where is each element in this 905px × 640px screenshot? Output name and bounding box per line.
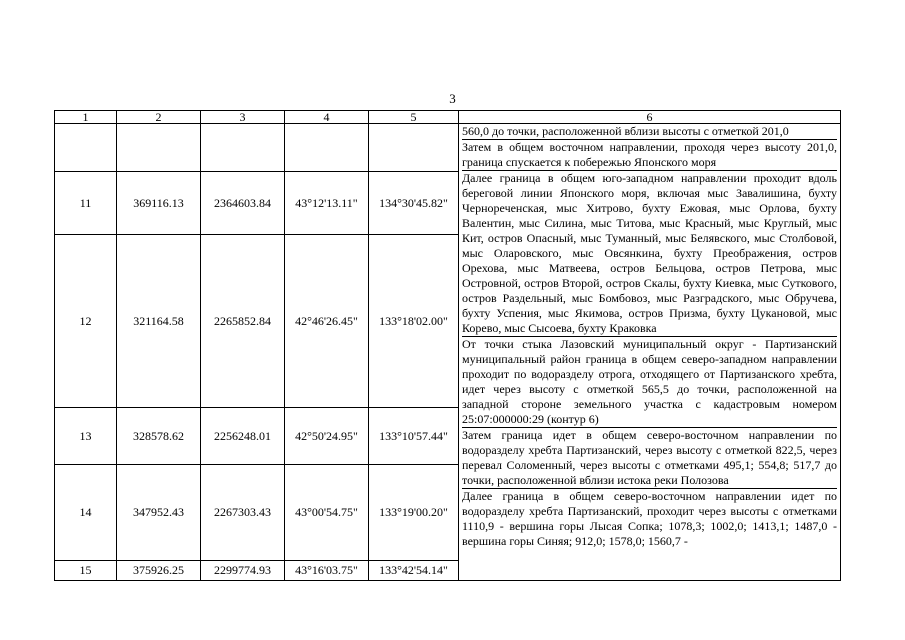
cell-x: 347952.43 (117, 465, 201, 561)
cell-latitude: 43°00'54.75" (285, 465, 369, 561)
cell-y: 2267303.43 (201, 465, 285, 561)
cell-longitude: 133°10'57.44" (369, 408, 459, 465)
cell-y: 2299774.93 (201, 561, 285, 581)
cell-longitude (369, 124, 459, 172)
cell-point-number: 14 (55, 465, 117, 561)
cell-point-number: 12 (55, 235, 117, 408)
boundary-table-wrapper (54, 110, 841, 581)
col-header-4: 4 (285, 111, 369, 124)
cell-y: 2256248.01 (201, 408, 285, 465)
page-number: 3 (449, 91, 456, 106)
col-header-2: 2 (117, 111, 201, 124)
cell-longitude: 133°19'00.20" (369, 465, 459, 561)
boundary-coordinates-table (54, 110, 841, 581)
description-paragraph: Далее граница в общем северо-восточном направлении идет по водоразделу хребта Партизанский, проходит через высоты с отметками 1110,9 - вершина горы Лысая Сопка; 1078,3; 1002,0; 1413,1; 1487,0 - вершина горы Синяя; 912,0; 1578,0; 1560,7 - (462, 489, 837, 548)
cell-x: 375926.25 (117, 561, 201, 581)
cell-latitude: 42°50'24.95" (285, 408, 369, 465)
cell-longitude: 133°18'02.00" (369, 235, 459, 408)
cell-y: 2265852.84 (201, 235, 285, 408)
cell-point-number (55, 124, 117, 172)
cell-point-number: 11 (55, 172, 117, 235)
cell-x: 321164.58 (117, 235, 201, 408)
cell-x (117, 124, 201, 172)
header-row (55, 111, 841, 124)
cell-latitude: 43°12'13.11" (285, 172, 369, 235)
cell-point-number: 15 (55, 561, 117, 581)
cell-x: 328578.62 (117, 408, 201, 465)
col-header-6: 6 (459, 111, 841, 124)
cell-longitude: 134°30'45.82" (369, 172, 459, 235)
cell-x: 369116.13 (117, 172, 201, 235)
description-paragraph: 560,0 до точки, расположенной вблизи высоты с отметкой 201,0 (462, 124, 789, 138)
description-paragraph: От точки стыка Лазовский муниципальный округ - Партизанский муниципальный район граница в общем северо-западном направлении проходит по водоразделу отрога, отходящего от Партизанского хребта, идет через высоту с отметкой 565,5 до точки, расположенной на западной стороне земельного участка с кадастровым номером 25:07:000000:29 (контур 6) (462, 337, 837, 426)
cell-y (201, 124, 285, 172)
description-paragraph: Далее граница в общем юго-западном направлении проходит вдоль береговой линии Японского моря, включая мыс Завалишина, бухту Чернореченская, мыс Хитрово, бухту Ежовая, мыс Орлова, бухту Валентин, мыс Силина, мыс Титова, мыс Красный, мыс Круглый, мыс Кит, остров Опасный, мыс Туманный, мыс Белявского, мыс Столбовой, мыс Оларовского, мыс Овсянкина, бухту Преображения, остров Орехова, мыс Матвеева, остров Бельцова, остров Петрова, мыс Островной, остров Второй, остров Скалы, бухту Киевка, мыс Суткового, остров Раздельный, мыс Бомбовоз, мыс Разградского, мыс Обручева, бухту Успения, мыс Якимова, остров Призма, бухту Цукановой, мыс Корево, мыс Сысоева, бухту Краковка (462, 171, 837, 335)
cell-latitude: 43°16'03.75" (285, 561, 369, 581)
col-header-5: 5 (369, 111, 459, 124)
cell-latitude: 42°46'26.45" (285, 235, 369, 408)
cell-longitude: 133°42'54.14" (369, 561, 459, 581)
col-header-3: 3 (201, 111, 285, 124)
boundary-description-cell (459, 124, 841, 581)
description-paragraph: Затем граница идет в общем северо-восточном направлении по водоразделу хребта Партизанский, через высоту с отметкой 822,5, через перевал Соломенный, через высоты с отметками 495,1; 554,8; 517,7 до точки, расположенной вблизи истока реки Полозова (462, 428, 837, 487)
description-paragraph: Затем в общем восточном направлении, проходя через высоту 201,0, граница спускается к побережью Японского моря (462, 140, 837, 169)
cell-latitude (285, 124, 369, 172)
cell-point-number: 13 (55, 408, 117, 465)
cell-y: 2364603.84 (201, 172, 285, 235)
col-header-1: 1 (55, 111, 117, 124)
table-row (55, 124, 841, 172)
